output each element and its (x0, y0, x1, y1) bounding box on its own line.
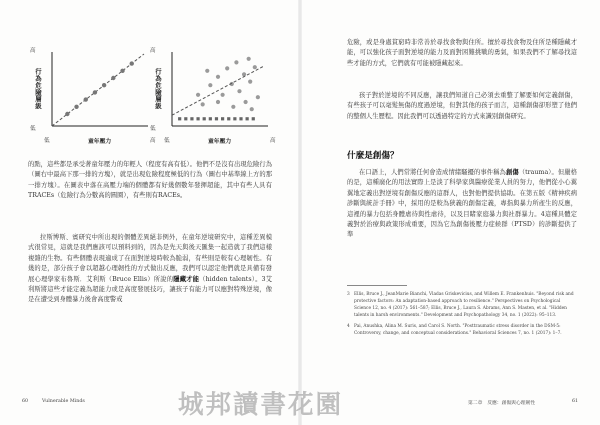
data-point (248, 80, 252, 84)
data-point-square (221, 117, 224, 120)
data-point (196, 93, 200, 97)
paragraph-text: 拉斯博斯、賓研究中所出現的個體差異絕非例外，在童年逆境研究中，這種差異模式很常見，這就是我們應該可以預料到的，因為是先天與後天匯集一起造就了我們這樣複雜的生物。有些個體表現適成了在面對逆境時較為脆弱，有些則是較有心理韌性。有幾的是，部分孩子會以超越心理韌性的方式做出反應，我們可以認定他們就是具備有發展心理學家布魯斯．艾利斯（Bruce Ellis）所說的 (28, 234, 272, 283)
data-point (111, 76, 115, 80)
data-point (253, 65, 257, 69)
data-point (221, 93, 225, 97)
data-point (84, 97, 88, 101)
footnote-number: 3 (347, 292, 350, 297)
body-paragraph (28, 233, 272, 306)
data-point (256, 95, 260, 99)
left-folio: 60 (22, 399, 29, 404)
chart-plot-area (48, 50, 148, 130)
right-folio: 61 (572, 399, 579, 404)
y-low-label: 低 (30, 126, 36, 132)
chart-variable-stress-risk (150, 48, 290, 148)
footnote-item (347, 323, 577, 337)
data-point (120, 69, 124, 73)
y-high-label: 高 (150, 48, 156, 54)
y-low-label: 低 (150, 126, 156, 132)
footnotes (347, 291, 577, 338)
body-paragraph: 危險，或是身處貧窮時非常善於尋找食物與住所。擅於尋找食物及住所是種隱藏才能，可以強化孩子面對逆境的能力及面對困難挑戰的勇氣，如果我們不了解尋找這些才能的方式，它們就有可能被隱藏起來。 (347, 39, 577, 67)
data-point-square (196, 117, 199, 120)
hidden-talents-term: 隱藏才能 (173, 275, 200, 283)
data-point-square (246, 117, 249, 120)
data-point-square (209, 117, 212, 120)
data-point-square (203, 117, 206, 120)
footnote-item (347, 291, 577, 319)
right-page (300, 0, 600, 425)
data-point (234, 60, 238, 64)
hidden-talents-en: （hidden talents） (199, 275, 256, 283)
footnote-rule (347, 285, 407, 286)
x-high-label: 高 (150, 138, 156, 144)
x-low-label: 低 (164, 138, 170, 144)
data-point (208, 83, 212, 87)
section-heading: 什麼是創傷？ (347, 151, 399, 161)
data-point (225, 66, 229, 70)
data-point (216, 100, 220, 104)
data-point (102, 83, 106, 87)
data-point (74, 105, 78, 109)
data-point-square (190, 117, 193, 120)
data-point (247, 57, 251, 61)
data-point-square (252, 117, 255, 120)
data-point (201, 102, 205, 106)
data-point (244, 100, 248, 104)
footnote-text: Ellis, Bruce J., JeanMarie Bianchi, Vladas Griskevicius, and Willem E. Frankenhuis. "Beyond risk and protective factors: An adaptation-based approach to resilience." Perspectives on Psychological Science 12, no. 4 (2017): 561–587; Ellis, Bruce J., Laura S. Abrams, Ann S. Masten, et al. "Hidden talents in harsh environments." Development and Psychopathology 34, no. 1 (2022): 95–113. (354, 292, 574, 319)
data-point-square (233, 117, 236, 120)
paragraph-text: 在口語上，人們常將任何會造成情緒騷擾的事件稱為 (359, 169, 506, 176)
watermark: 城邦讀書花園 (178, 390, 344, 420)
body-paragraph: 孩子對於逆境的不同反應，讓我們知道自己必須去重整了解要如何定義創傷，有些孩子可以毫髮無傷的度過逆境，但對其他的孩子而言，這種創傷卻形塑了他們的整個人生歷程。因此我們可以透過特定的方式來識別創傷研究。 (347, 92, 577, 120)
data-point-square (184, 117, 187, 120)
left-running-head: Vulnerable Minds (42, 399, 85, 404)
body-paragraph: 的點，這些都是承受著童年壓力的年輕人（程度有高有低）。他們不是沒有出現危險行為（圖右中最高下那一排的方塊），就是出現危險程度極低的行為（圖右中基準線上方的那一排方塊）。在圖表中落在高壓力端的個體都有好幾個數年發揮超能，其中有些人具有TRACEs（危險行為分數高的圓圈），有些則有RACEs。 (28, 161, 272, 200)
trauma-term: 創傷 (505, 169, 519, 176)
data-point-square (215, 117, 218, 120)
y-axis-title: 行為危險層級 (34, 68, 42, 110)
chart-plot-area (168, 50, 268, 130)
data-point-square (227, 117, 230, 120)
footnote-number: 4 (347, 324, 350, 330)
y-high-label: 高 (30, 48, 36, 54)
right-running-head: 第二章 反應：創傷與心理韌性 (468, 401, 536, 406)
x-low-label: 低 (44, 138, 50, 144)
data-point (242, 72, 246, 76)
data-point (93, 90, 97, 94)
data-point-square (178, 117, 181, 120)
data-point (130, 61, 134, 65)
x-axis-title: 童年壓力 (88, 139, 112, 145)
data-point (216, 75, 220, 79)
x-high-label: 高 (270, 138, 276, 144)
body-paragraph (347, 168, 577, 241)
data-point (237, 89, 241, 93)
paragraph-tail: 。3艾利斯將這些才能定義為超能力或是高度發展技巧，讓孩子有能力可以應對特殊逆境，像是在遭受到身體暴力後會高度警戒 (28, 275, 273, 304)
data-point (250, 107, 254, 111)
paragraph-text: （trauma）。但嚴格的是，這種廣化的用法實際上是淡了科學家與醫療從業人員的努力，他們從小心翼翼地定義出對逆境有創傷反應的這群人，也對他們提供協助。在第五版《精神疾病診斷與統計手冊》中，採用的是較為狹義的創傷定義，專指與暴力所產生的反應，這裡的暴力包括身體虐待與性虐待，以及目睹家庭暴力與社群暴力。4這種具體定義對於治療與政策形成重要，因為它為創傷後壓力症候群（PTSD）的診斷提供了準 (347, 169, 577, 239)
data-point (205, 69, 209, 73)
x-axis-title: 童年壓力 (208, 139, 232, 145)
data-point-square (239, 117, 242, 120)
data-point (65, 112, 69, 116)
chart-linear-stress-risk (30, 48, 170, 148)
footnote-text: Pai, Anushka, Alina M. Suris, and Carol S. North. "Posttraumatic stress disorder in the DSM-5: Controversy, change, and conceptual considerations." Behavioral Sciences 7, no. 1 (2017): 1–7. (354, 324, 562, 337)
data-point (231, 105, 235, 109)
y-axis-title: 行為危險層級 (154, 68, 162, 110)
